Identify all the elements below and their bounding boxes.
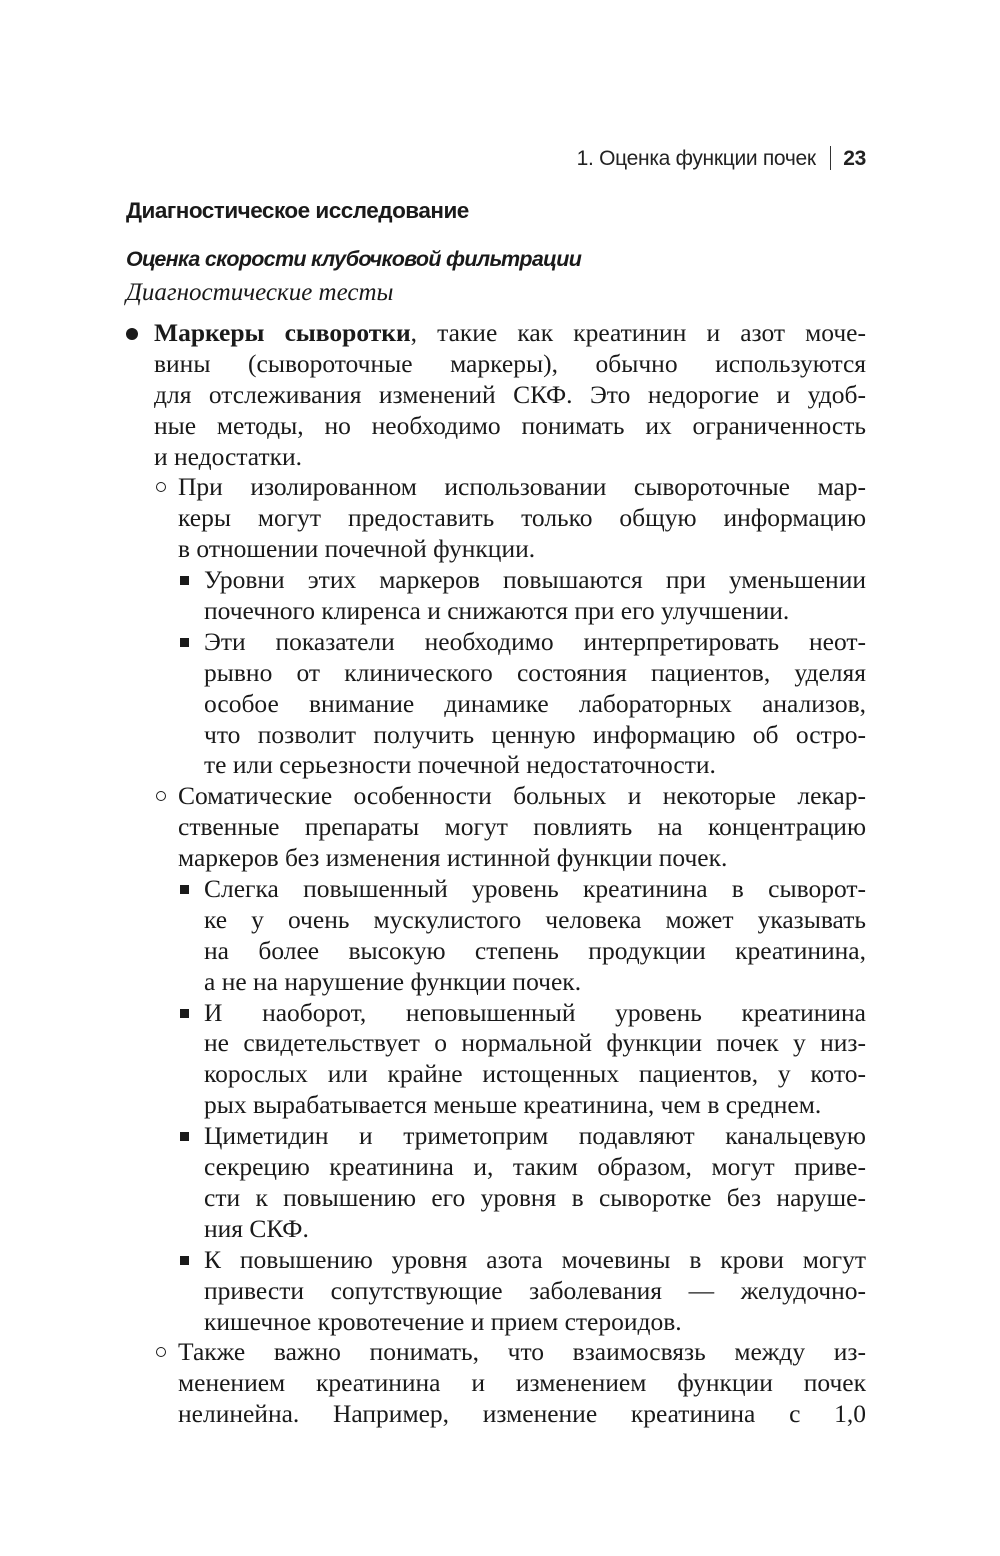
subsection-heading: Оценка скорости клубочковой фильтрации bbox=[126, 247, 582, 271]
text-line: на более высокую степень продукции креатинина, bbox=[204, 935, 866, 965]
text-line: не свидетельствует о нормальной функции почек у низ- bbox=[204, 1028, 866, 1058]
text-line: ные методы, но необходимо понимать их ограниченность bbox=[154, 410, 866, 440]
bullet-circle-icon bbox=[156, 482, 166, 492]
bullet-disc-icon bbox=[126, 328, 138, 340]
list-item bbox=[204, 874, 866, 998]
text-line: При изолированном использовании сывороточные мар- bbox=[178, 472, 866, 502]
sub-bullet-isolated-use bbox=[178, 472, 866, 565]
text-line: К повышению уровня азота мочевины в крови могут bbox=[204, 1244, 866, 1274]
sub-bullet-somatic-features bbox=[178, 781, 866, 874]
bold-term: Маркеры сыворотки bbox=[154, 318, 411, 347]
text-line: ния СКФ. bbox=[204, 1213, 309, 1243]
text-line: для отслеживания изменений СКФ. Это недорогие и удоб- bbox=[154, 379, 866, 409]
running-head bbox=[577, 146, 866, 171]
list-item bbox=[204, 1121, 866, 1245]
text-line: Эти показатели необходимо интерпретировать неот- bbox=[204, 626, 866, 656]
text-line: рывно от клинического состояния пациентов, уделяя bbox=[204, 657, 866, 687]
text-line: Слегка повышенный уровень креатинина в сыворот- bbox=[204, 874, 866, 904]
text-line: ственные препараты могут повлиять на концентрацию bbox=[178, 812, 866, 842]
text-line: Соматические особенности больных и некоторые лекар- bbox=[178, 781, 866, 811]
text-line: почечного клиренса и снижаются при его улучшении. bbox=[204, 596, 790, 626]
bullet-square-icon bbox=[180, 1256, 189, 1265]
text-line: в отношении почечной функции. bbox=[178, 534, 536, 564]
text-line: менением креатинина и изменением функции почек bbox=[178, 1368, 866, 1398]
text-line: а не на нарушение функции почек. bbox=[204, 966, 582, 996]
text-line: Маркеры сыворотки, такие как креатинин и азот моче- bbox=[154, 318, 866, 347]
text-line: и недостатки. bbox=[154, 441, 302, 471]
text-line: что позволит получить ценную информацию об остро- bbox=[204, 719, 866, 749]
bullet-square-icon bbox=[180, 1132, 189, 1141]
sub-bullet-nonlinear bbox=[178, 1337, 866, 1430]
text-line: Уровни этих маркеров повышаются при уменьшении bbox=[204, 565, 866, 595]
text-line: маркеров без изменения истинной функции почек. bbox=[178, 843, 728, 873]
list-item bbox=[204, 1245, 866, 1338]
bullet-square-icon bbox=[180, 638, 189, 647]
list-item bbox=[204, 565, 866, 627]
bullet-serum-markers bbox=[154, 318, 866, 472]
text-line: привести сопутствующие заболевания — желудочно- bbox=[204, 1275, 866, 1305]
text-line: вины (сывороточные маркеры), обычно используются bbox=[154, 348, 866, 378]
bullet-square-icon bbox=[180, 576, 189, 585]
list-item bbox=[204, 998, 866, 1122]
text-line: кишечное кровотечение и прием стероидов. bbox=[204, 1306, 682, 1336]
text-line: ке у очень мускулистого человека может указывать bbox=[204, 904, 866, 934]
text-line: корослых или крайне истощенных пациентов, у кото- bbox=[204, 1059, 866, 1089]
section-heading: Диагностическое исследование bbox=[126, 198, 469, 223]
text-line: сти к повышению его уровня в сыворотке без наруше- bbox=[204, 1182, 866, 1212]
text-line: Циметидин и триметоприм подавляют канальцевую bbox=[204, 1121, 866, 1151]
bullet-circle-icon bbox=[156, 791, 166, 801]
text-line: И наоборот, неповышенный уровень креатинина bbox=[204, 997, 866, 1027]
bullet-circle-icon bbox=[156, 1347, 166, 1357]
text-line: Также важно понимать, что взаимосвязь между из- bbox=[178, 1337, 866, 1367]
text-line: секрецию креатинина и, таким образом, могут приве- bbox=[204, 1152, 866, 1182]
text-line: те или серьезности почечной недостаточности. bbox=[204, 750, 716, 780]
bullet-square-icon bbox=[180, 1009, 189, 1018]
text-line: керы могут предоставить только общую информацию bbox=[178, 503, 866, 533]
page-number: 23 bbox=[843, 147, 866, 170]
body-text bbox=[126, 318, 866, 1430]
list-item bbox=[204, 627, 866, 781]
text-line: особое внимание динамике лабораторных анализов, bbox=[204, 688, 866, 718]
header-separator bbox=[830, 146, 832, 170]
subsubsection-heading: Диагностические тесты bbox=[126, 279, 394, 306]
text-line: нелинейна. Например, изменение креатинина с 1,0 bbox=[178, 1399, 866, 1429]
bullet-square-icon bbox=[180, 885, 189, 894]
chapter-title: 1. Оценка функции почек bbox=[576, 147, 816, 170]
text-line: рых вырабатывается меньше креатинина, чем в среднем. bbox=[204, 1090, 822, 1120]
